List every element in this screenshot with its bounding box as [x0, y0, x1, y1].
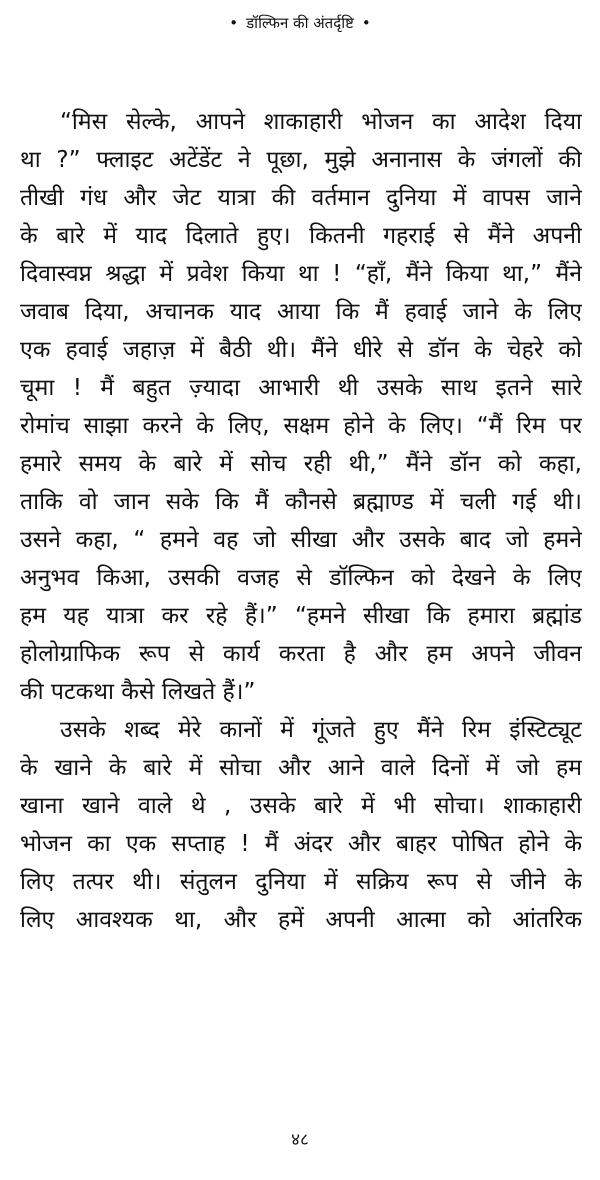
text-line: था ?” फ्लाइट अटेंडेंट ने पूछा, मुझे अनानास के जंगलों की	[20, 147, 582, 173]
running-header	[0, 12, 600, 34]
text-line: तीखी गंध और जेट यात्रा की वर्तमान दुनिया में वापस जाने	[20, 185, 582, 211]
text-line: हमारे समय के बारे में सोच रही थी,” मैंने डॉन को कहा,	[20, 451, 582, 477]
text-line: की पटकथा कैसे लिखते हैं।”	[20, 679, 256, 705]
text-line: हम यह यात्रा कर रहे हैं।” “हमने सीखा कि हमारा ब्रह्मांड	[20, 603, 582, 629]
text-line: जवाब दिया, अचानक याद आया कि मैं हवाई जाने के लिए	[20, 299, 582, 325]
text-line: के बारे में याद दिलाते हुए। कितनी गहराई से मैंने अपनी	[20, 223, 582, 249]
text-line: रोमांच साझा करने के लिए, सक्षम होने के लिए। “मैं रिम पर	[20, 413, 582, 439]
text-line: अनुभव किआ, उसकी वजह से डॉल्फिन को देखने के लिए	[20, 565, 582, 591]
text-line: एक हवाई जहाज़ में बैठी थी। मैंने धीरे से डॉन के चेहरे को	[20, 337, 582, 363]
text-line: उसने कहा, “ हमने वह जो सीखा और उसके बाद जो हमने	[20, 527, 582, 553]
book-title: डॉल्फिन की अंतर्दृष्टि	[246, 14, 354, 32]
header-bullet-left: •	[229, 14, 239, 32]
body-text	[20, 103, 582, 939]
page-number: ४८	[291, 1130, 309, 1150]
paragraph-1	[20, 103, 582, 711]
text-line: चूमा ! मैं बहुत ज़्यादा आभारी थी उसके साथ इतने सारे	[20, 375, 582, 401]
text-line: दिवास्वप्न श्रद्धा में प्रवेश किया था ! “हाँ, मैंने किया था,” मैंने	[20, 261, 582, 287]
text-line: लिए आवश्यक था, और हमें अपनी आत्मा को आंतरिक	[20, 907, 582, 933]
header-bullet-right: •	[361, 14, 371, 32]
text-line: “मिस सेल्के, आपने शाकाहारी भोजन का आदेश दिया	[60, 109, 582, 135]
text-line: भोजन का एक सप्ताह ! मैं अंदर और बाहर पोषित होने के	[20, 831, 582, 857]
text-line: उसके शब्द मेरे कानों में गूंजते हुए मैंने रिम इंस्टिट्यूट	[60, 717, 582, 743]
text-line: के खाने के बारे में सोचा और आने वाले दिनों में जो हम	[20, 755, 582, 781]
text-line: लिए तत्पर थी। संतुलन दुनिया में सक्रिय रूप से जीने के	[20, 869, 582, 895]
text-line: होलोग्राफिक रूप से कार्य करता है और हम अपने जीवन	[20, 641, 582, 667]
paragraph-2	[20, 711, 582, 939]
text-line: खाना खाने वाले थे , उसके बारे में भी सोचा। शाकाहारी	[20, 793, 582, 819]
text-line: ताकि वो जान सके कि मैं कौनसे ब्रह्माण्ड में चली गई थी।	[20, 489, 582, 515]
